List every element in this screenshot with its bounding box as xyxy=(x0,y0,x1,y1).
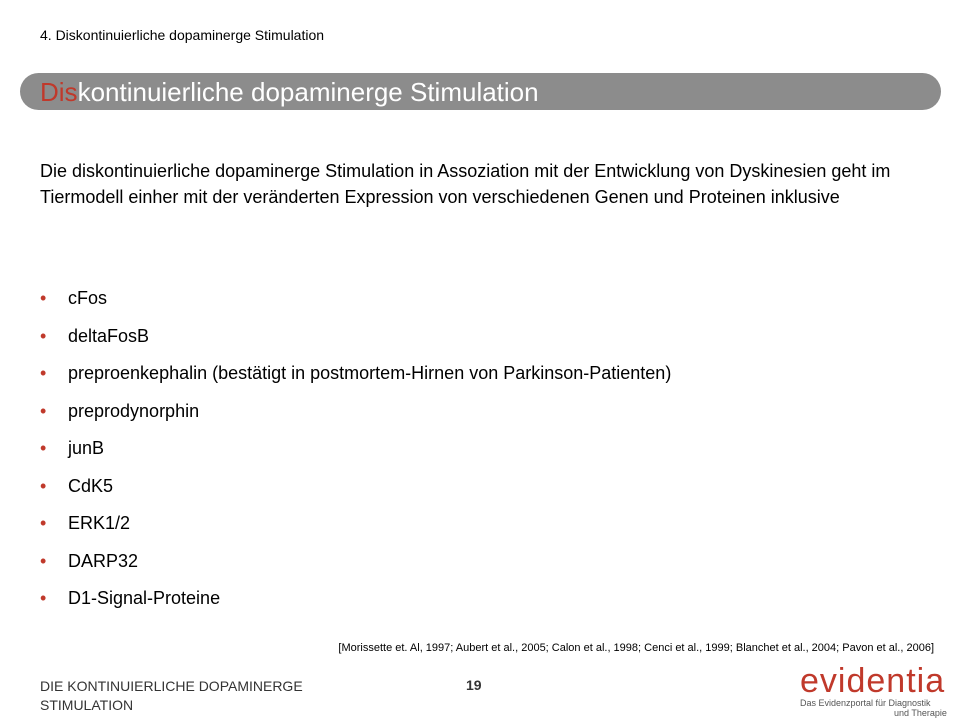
list-item-label: deltaFosB xyxy=(68,325,150,346)
bullet-icon: • xyxy=(40,363,47,383)
bullet-icon: • xyxy=(40,475,47,496)
bullet-list xyxy=(40,285,671,623)
logo-word: evidentia xyxy=(800,662,946,700)
list-item xyxy=(40,360,671,398)
page-number: 19 xyxy=(466,677,482,693)
logo-tagline: Das Evidenzportal für Diagnostik xyxy=(800,698,931,708)
bullet-icon: • xyxy=(40,588,47,608)
list-item-label: junB xyxy=(68,438,105,458)
list-item xyxy=(40,398,671,436)
intro-paragraph: Die diskontinuierliche dopaminerge Stimulation in Assoziation mit der Entwicklung von Dyskinesien geht im Tiermodell einher mit der veränderten Expression von verschiedenen Genen und Proteinen inklusive xyxy=(40,161,891,207)
bullet-icon: • xyxy=(40,288,47,308)
list-item xyxy=(40,285,671,323)
evidentia-logo xyxy=(798,662,948,718)
bullet-icon: • xyxy=(40,400,47,421)
logo-tagline-2: und Therapie xyxy=(894,708,947,718)
list-item-label: preprodynorphin xyxy=(68,400,200,421)
list-item xyxy=(40,510,671,548)
bullet-icon: • xyxy=(40,325,47,346)
list-item xyxy=(40,435,671,473)
list-item-label: cFos xyxy=(68,288,108,308)
title-accent: Dis xyxy=(40,77,78,107)
list-item-label: D1-Signal-Proteine xyxy=(68,588,221,608)
list-item xyxy=(40,323,671,361)
list-item-label: preproenkephalin (bestätigt in postmortem-Hirnen von Parkinson-Patienten) xyxy=(68,363,672,383)
bullet-icon: • xyxy=(40,513,47,533)
page-title xyxy=(40,76,539,108)
bullet-icon: • xyxy=(40,438,47,458)
list-item xyxy=(40,473,671,511)
list-item-label: DARP32 xyxy=(68,550,139,571)
footer-text: DIE KONTINUIERLICHE DOPAMINERGE STIMULATION xyxy=(40,678,303,713)
list-item xyxy=(40,585,671,623)
list-item-label: CdK5 xyxy=(68,475,114,496)
citation: [Morissette et. Al, 1997; Aubert et al., 2005; Calon et al., 1998; Cenci et al., 1999; Blanchet et al., 2004; Pavon et al., 2006] xyxy=(338,642,934,654)
list-item xyxy=(40,548,671,586)
list-item-label: ERK1/2 xyxy=(68,513,131,533)
title-rest: kontinuierliche dopaminerge Stimulation xyxy=(77,77,539,107)
bullet-icon: • xyxy=(40,550,47,571)
section-label: 4. Diskontinuierliche dopaminerge Stimulation xyxy=(40,27,325,43)
